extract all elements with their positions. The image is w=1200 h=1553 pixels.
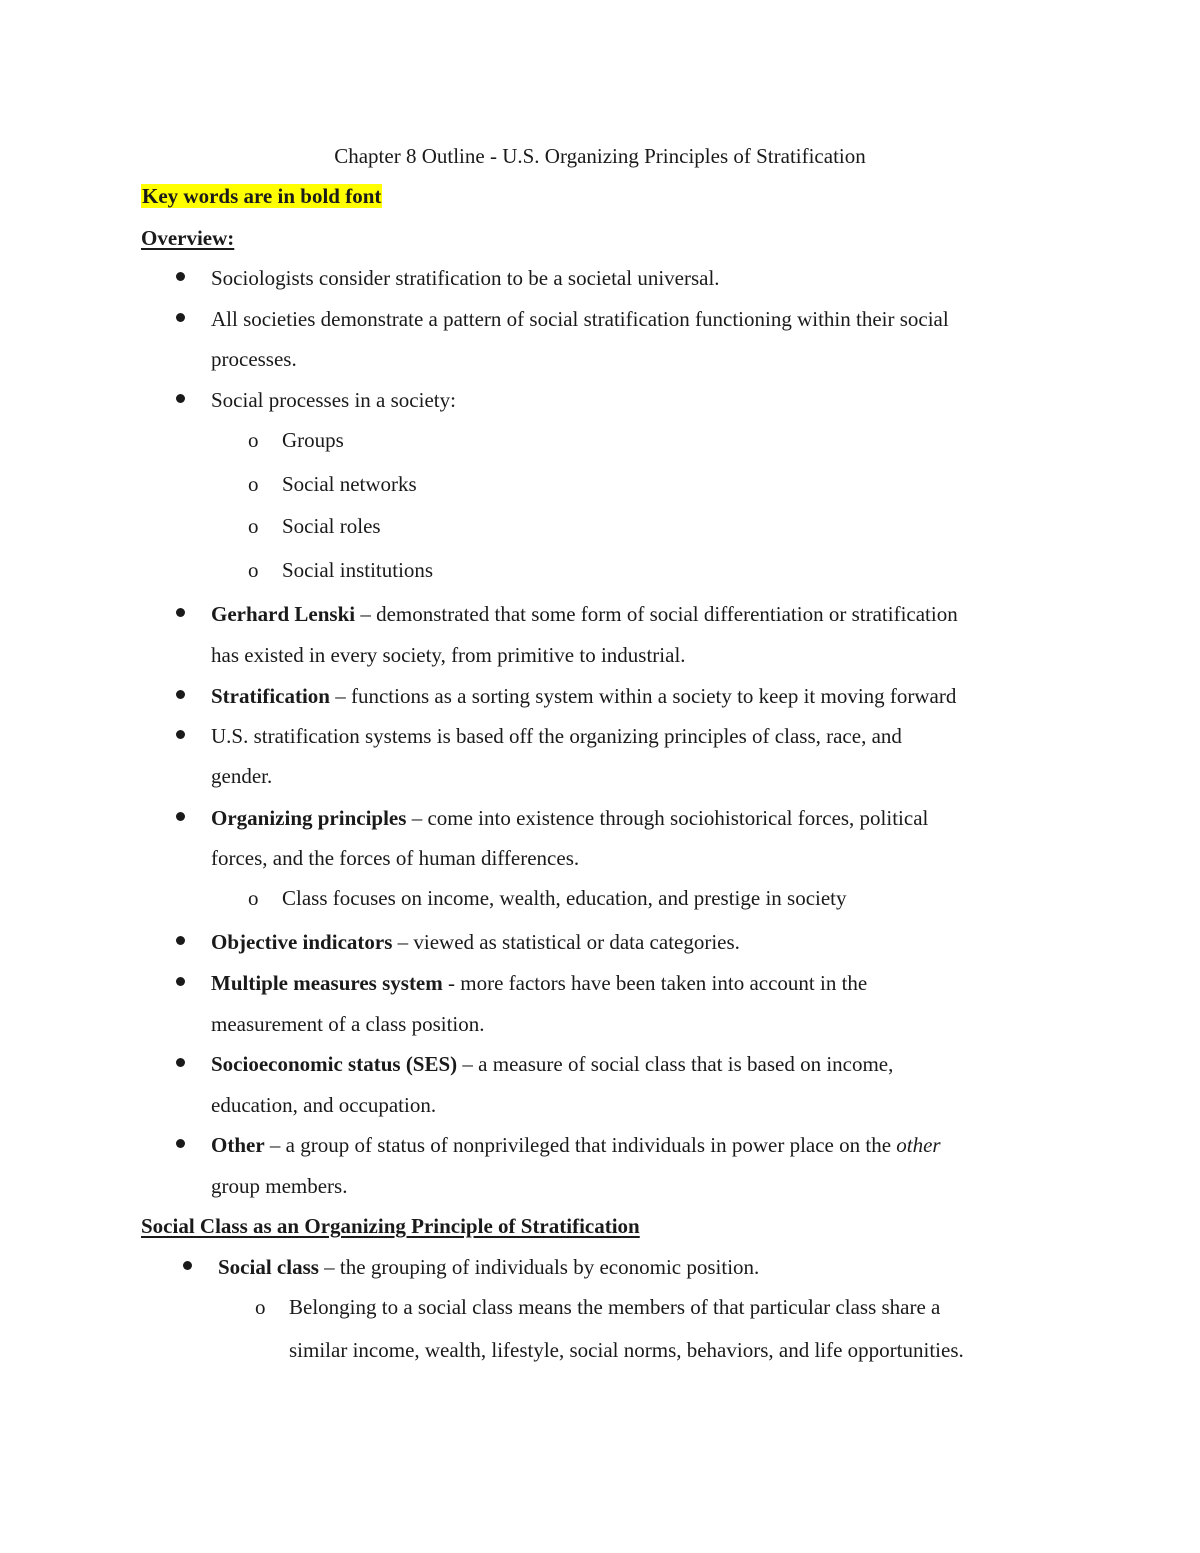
key-term: Gerhard Lenski — [211, 602, 356, 626]
list-item — [211, 928, 740, 956]
list-item — [218, 1253, 759, 1281]
sub-list-item: Social networks — [282, 472, 417, 496]
list-item: Social processes in a society: — [211, 388, 456, 412]
definition-text: - more factors have been taken into account in the — [442, 971, 868, 995]
list-item — [211, 1131, 941, 1159]
list-item — [211, 804, 928, 832]
list-item: U.S. stratification systems is based off the organizing principles of class, race, and — [211, 724, 902, 748]
bullet-icon — [176, 313, 185, 322]
list-item-continuation: gender. — [211, 764, 273, 788]
sub-list-item: Social roles — [282, 514, 381, 538]
sub-bullet-icon: o — [248, 558, 259, 582]
sub-bullet-icon: o — [248, 886, 259, 910]
sub-list-item-continuation: similar income, wealth, lifestyle, social norms, behaviors, and life opportunities. — [289, 1338, 964, 1362]
definition-text: – a group of status of nonprivileged that individuals in power place on the — [264, 1133, 897, 1157]
definition-text: – viewed as statistical or data categories. — [392, 930, 740, 954]
sub-bullet-icon: o — [255, 1295, 266, 1319]
bullet-icon — [176, 394, 185, 403]
bullet-icon — [176, 272, 185, 281]
list-item: All societies demonstrate a pattern of social stratification functioning within their social — [211, 307, 949, 331]
list-item-continuation: has existed in every society, from primitive to industrial. — [211, 643, 686, 667]
key-term: Socioeconomic status (SES) — [211, 1052, 458, 1076]
bullet-icon — [176, 812, 185, 821]
definition-text: – come into existence through sociohistorical forces, political — [406, 806, 929, 830]
key-term: Objective indicators — [211, 930, 393, 954]
key-words-highlight: Key words are in bold font — [142, 184, 382, 208]
list-item — [211, 600, 958, 628]
list-item-continuation: processes. — [211, 347, 297, 371]
bullet-icon — [176, 1058, 185, 1067]
key-words-note — [141, 182, 382, 210]
bullet-icon — [183, 1261, 192, 1270]
bullet-icon — [176, 730, 185, 739]
bullet-icon — [176, 690, 185, 699]
key-term: Organizing principles — [211, 806, 407, 830]
key-term: Other — [211, 1133, 265, 1157]
sub-list-item: Social institutions — [282, 558, 434, 582]
section-heading: Social Class as an Organizing Principle of Stratification — [141, 1214, 640, 1238]
list-item-continuation: group members. — [211, 1174, 348, 1198]
sub-list-item: Class focuses on income, wealth, education, and prestige in society — [282, 886, 847, 910]
overview-heading: Overview: — [141, 226, 235, 250]
sub-list-item: Groups — [282, 428, 344, 452]
list-item — [211, 969, 867, 997]
list-item — [211, 682, 956, 710]
bullet-icon — [176, 977, 185, 986]
list-item-continuation: forces, and the forces of human differences. — [211, 846, 580, 870]
sub-bullet-icon: o — [248, 514, 259, 538]
key-term: Multiple measures system — [211, 971, 443, 995]
bullet-icon — [176, 608, 185, 617]
sub-bullet-icon: o — [248, 428, 259, 452]
document-title: Chapter 8 Outline - U.S. Organizing Principles of Stratification — [334, 144, 866, 168]
list-item-continuation: measurement of a class position. — [211, 1012, 485, 1036]
definition-text: – the grouping of individuals by economic position. — [318, 1255, 760, 1279]
sub-list-item: Belonging to a social class means the members of that particular class share a — [289, 1295, 941, 1319]
definition-text: – functions as a sorting system within a society to keep it moving forward — [329, 684, 957, 708]
key-term: Stratification — [211, 684, 330, 708]
italic-term: other — [896, 1133, 941, 1157]
definition-text: – demonstrated that some form of social differentiation or stratification — [355, 602, 958, 626]
definition-text: – a measure of social class that is based on income, — [457, 1052, 894, 1076]
list-item: Sociologists consider stratification to be a societal universal. — [211, 266, 720, 290]
sub-bullet-icon: o — [248, 472, 259, 496]
bullet-icon — [176, 936, 185, 945]
list-item-continuation: education, and occupation. — [211, 1093, 437, 1117]
key-term: Social class — [218, 1255, 319, 1279]
list-item — [211, 1050, 893, 1078]
bullet-icon — [176, 1139, 185, 1148]
